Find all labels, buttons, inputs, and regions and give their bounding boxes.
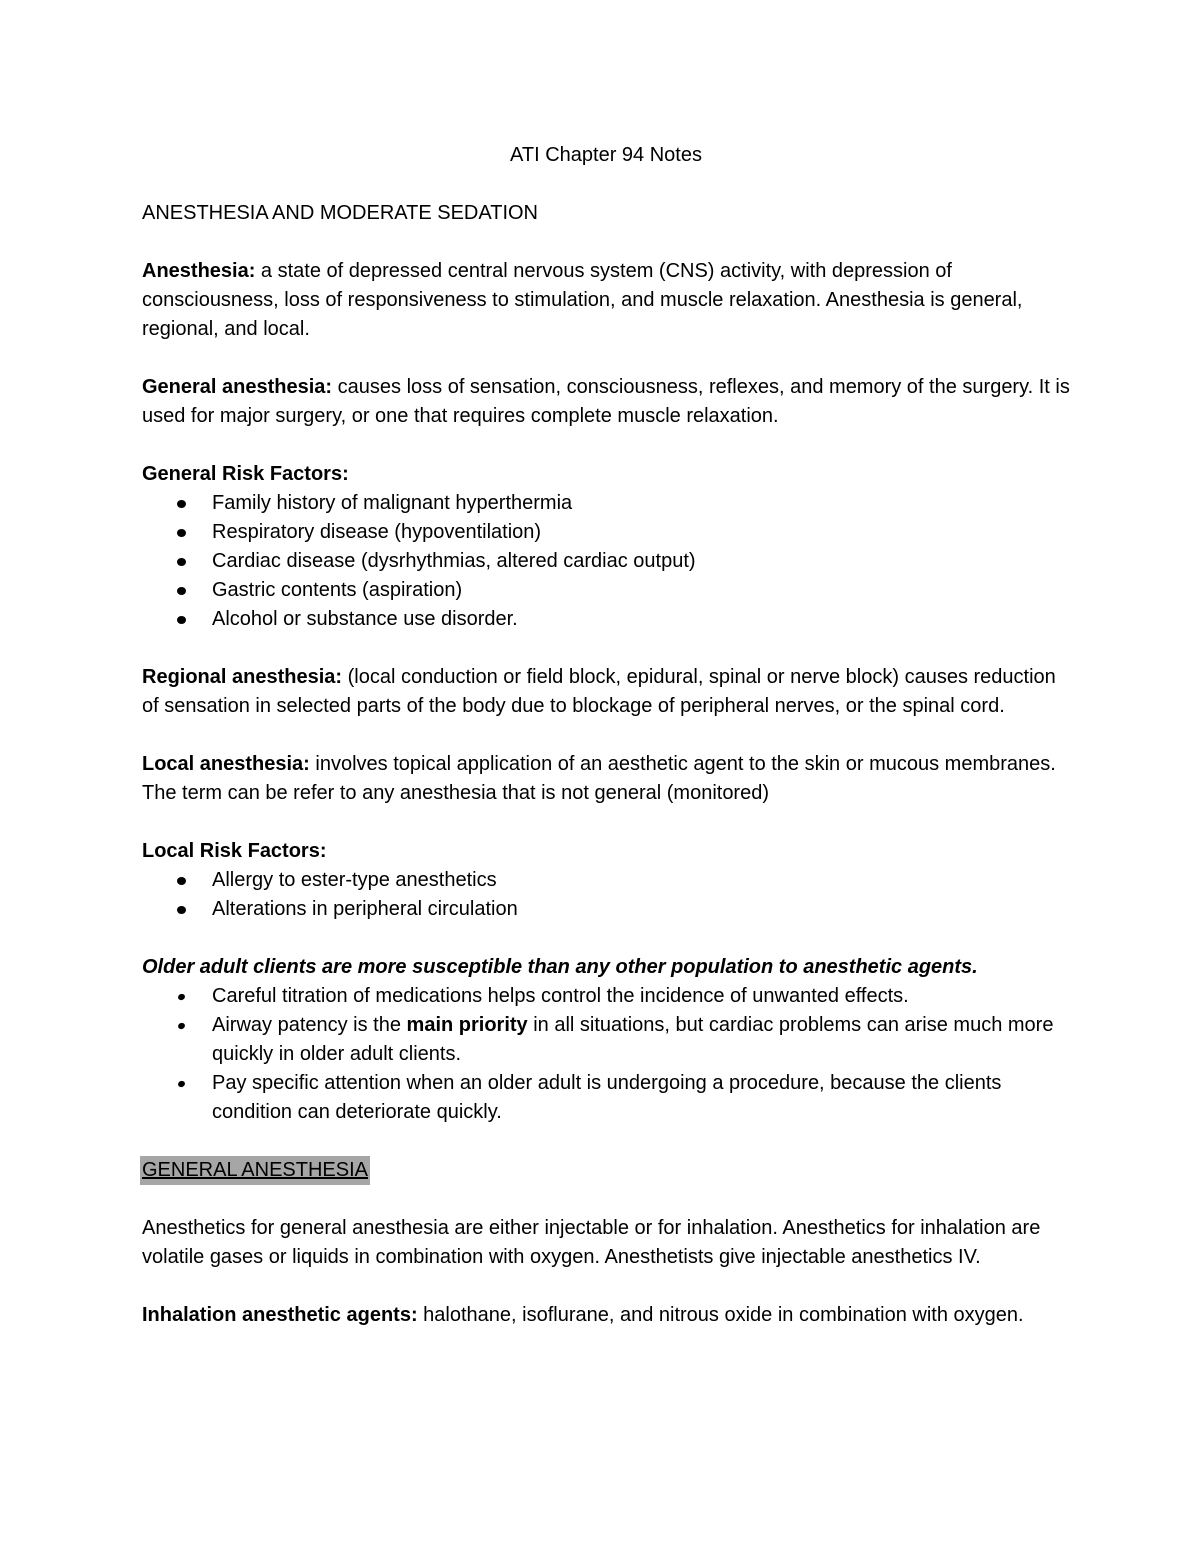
bullet-icon xyxy=(177,1022,186,1030)
list-item xyxy=(212,489,1070,518)
inhalation-agents-label: Inhalation anesthetic agents: xyxy=(142,1304,418,1326)
older-adults-list xyxy=(142,982,1070,1127)
regional-anesthesia-paragraph xyxy=(142,663,1070,721)
list-item-text: Allergy to ester-type anesthetics xyxy=(212,869,497,891)
section-heading: ANESTHESIA AND MODERATE SEDATION xyxy=(142,202,538,224)
bullet-icon xyxy=(177,616,186,624)
general-anesthesia-intro: Anesthetics for general anesthesia are either injectable or for inhalation. Anesthetics for inhalation are volatile gases or liquids in combination with oxygen. Anesthetists give injectable anesthetics IV. xyxy=(142,1217,1041,1268)
document-title: ATI Chapter 94 Notes xyxy=(510,144,702,166)
bullet-icon xyxy=(177,500,186,508)
list-item xyxy=(212,895,1070,924)
general-anesthesia-label: General anesthesia: xyxy=(142,376,333,398)
list-item-text: in all situations, but cardiac problems can arise much more quickly in older adult clients. xyxy=(212,1014,1054,1065)
list-item-text: Alcohol or substance use disorder. xyxy=(212,608,518,630)
inhalation-agents-paragraph xyxy=(142,1301,1070,1330)
general-anesthesia-heading: GENERAL ANESTHESIA xyxy=(140,1156,370,1185)
regional-anesthesia-label: Regional anesthesia: xyxy=(142,666,343,688)
bullet-icon xyxy=(177,587,186,595)
list-item xyxy=(212,1069,1070,1127)
bullet-icon xyxy=(177,529,186,537)
regional-anesthesia-text: (local conduction or field block, epidural, spinal or nerve block) causes reduction of sensation in selected parts of the body due to blockage of peripheral nerves, or the spinal cord. xyxy=(142,666,1056,717)
bullet-icon xyxy=(177,993,186,1001)
general-risk-factors-heading: General Risk Factors: xyxy=(142,463,349,485)
list-item-emphasis: main priority xyxy=(406,1014,528,1036)
list-item xyxy=(212,576,1070,605)
list-item xyxy=(212,605,1070,634)
bullet-icon xyxy=(177,558,186,566)
anesthesia-label: Anesthesia: xyxy=(142,260,256,282)
anesthesia-text: a state of depressed central nervous system (CNS) activity, with depression of consciousness, loss of responsiveness to stimulation, and muscle relaxation. Anesthesia is general, regional, and local. xyxy=(142,260,1023,340)
list-item-text: Pay specific attention when an older adult is undergoing a procedure, because the clients condition can deteriorate quickly. xyxy=(212,1072,1002,1123)
bullet-icon xyxy=(177,1080,186,1088)
list-item xyxy=(212,518,1070,547)
list-item-text: Respiratory disease (hypoventilation) xyxy=(212,521,542,543)
list-item-text: Alterations in peripheral circulation xyxy=(212,898,518,920)
general-anesthesia-text: causes loss of sensation, consciousness, reflexes, and memory of the surgery. It is used for major surgery, or one that requires complete muscle relaxation. xyxy=(142,376,1070,427)
list-item xyxy=(212,866,1070,895)
local-anesthesia-label: Local anesthesia: xyxy=(142,753,310,775)
list-item-text: Airway patency is the xyxy=(212,1014,407,1036)
inhalation-agents-text: halothane, isoflurane, and nitrous oxide in combination with oxygen. xyxy=(417,1304,1024,1326)
anesthesia-paragraph xyxy=(142,257,1070,344)
local-risk-factors-heading: Local Risk Factors: xyxy=(142,840,327,862)
bullet-icon xyxy=(177,906,186,914)
general-anesthesia-paragraph xyxy=(142,373,1070,431)
general-anesthesia-section xyxy=(142,1156,1070,1185)
local-risk-factors-list xyxy=(142,866,1070,924)
older-adults-heading: Older adult clients are more susceptible than any other population to anesthetic agents. xyxy=(142,956,978,978)
list-item-text: Careful titration of medications helps control the incidence of unwanted effects. xyxy=(212,985,909,1007)
list-item xyxy=(212,982,1070,1011)
list-item xyxy=(212,1011,1070,1069)
list-item xyxy=(212,547,1070,576)
local-anesthesia-paragraph xyxy=(142,750,1070,808)
bullet-icon xyxy=(177,877,186,885)
list-item-text: Gastric contents (aspiration) xyxy=(212,579,463,601)
general-risk-factors-list xyxy=(142,489,1070,634)
list-item-text: Cardiac disease (dysrhythmias, altered cardiac output) xyxy=(212,550,696,572)
local-anesthesia-text: involves topical application of an aesthetic agent to the skin or mucous membranes. The term can be refer to any anesthesia that is not general (monitored) xyxy=(142,753,1056,804)
list-item-text: Family history of malignant hyperthermia xyxy=(212,492,573,514)
